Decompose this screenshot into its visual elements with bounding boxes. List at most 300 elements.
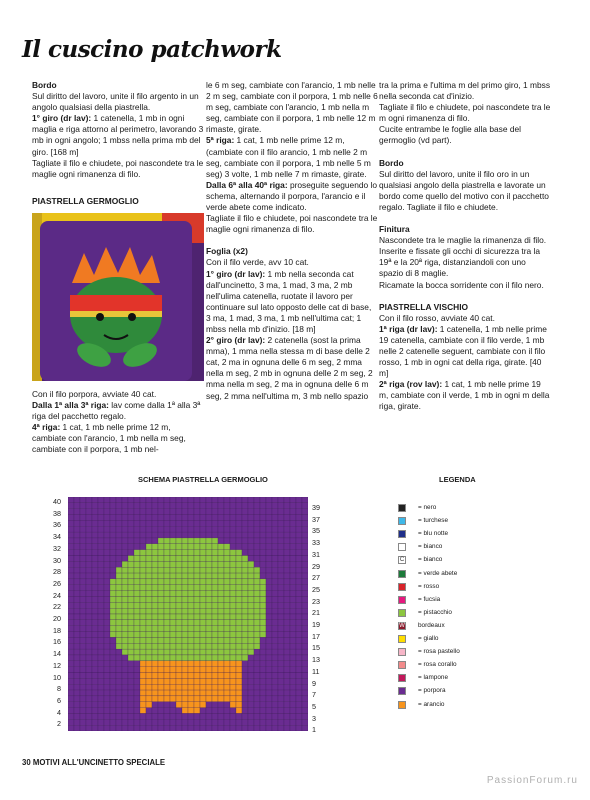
chart-cell xyxy=(146,561,152,567)
chart-cell xyxy=(104,538,110,544)
chart-cell xyxy=(230,526,236,532)
chart-cell xyxy=(272,620,278,626)
chart-cell xyxy=(206,655,212,661)
chart-cell xyxy=(182,643,188,649)
chart-cell xyxy=(164,509,170,515)
chart-cell xyxy=(176,684,182,690)
step-label: 2° giro (dr lav): xyxy=(206,335,266,346)
chart-cell xyxy=(170,655,176,661)
chart-cell xyxy=(158,567,164,573)
chart-cell xyxy=(110,637,116,643)
chart-cell xyxy=(86,544,92,550)
chart-cell xyxy=(260,678,266,684)
legend-label: = rosa pastello xyxy=(418,648,460,656)
chart-cell xyxy=(164,696,170,702)
chart-cell xyxy=(218,596,224,602)
chart-cell xyxy=(68,708,74,714)
chart-cell xyxy=(266,649,272,655)
chart-cell xyxy=(296,614,302,620)
chart-cell xyxy=(104,690,110,696)
chart-cell xyxy=(272,515,278,521)
chart-cell xyxy=(284,713,290,719)
chart-cell xyxy=(92,561,98,567)
chart-cell xyxy=(296,526,302,532)
chart-cell xyxy=(206,538,212,544)
chart-cell xyxy=(134,708,140,714)
chart-cell xyxy=(236,561,242,567)
chart-cell xyxy=(188,515,194,521)
step-label: 1ª riga (dr lav): xyxy=(379,323,438,334)
chart-cell xyxy=(98,532,104,538)
chart-cell xyxy=(152,515,158,521)
chart-cell xyxy=(230,678,236,684)
chart-cell xyxy=(230,673,236,679)
chart-cell xyxy=(134,649,140,655)
paragraph: Inserite e fissate gli occhi di sicurezza tra la 19ª e la 20ª riga, distanziandoli con uno spazio di 8 maglie. xyxy=(379,246,541,279)
chart-cell xyxy=(194,684,200,690)
chart-cell xyxy=(278,509,284,515)
chart-cell xyxy=(230,544,236,550)
chart-cell xyxy=(284,626,290,632)
chart-cell xyxy=(176,567,182,573)
chart-cell xyxy=(146,632,152,638)
chart-cell xyxy=(206,690,212,696)
chart-cell xyxy=(152,655,158,661)
chart-cell xyxy=(104,702,110,708)
legend-item xyxy=(398,542,518,552)
chart-cell xyxy=(260,725,266,731)
chart-cell xyxy=(110,520,116,526)
chart-cell xyxy=(212,596,218,602)
chart-cell xyxy=(248,673,254,679)
chart-cell xyxy=(68,561,74,567)
chart-cell xyxy=(218,532,224,538)
chart-cell xyxy=(224,538,230,544)
row-number: 37 xyxy=(312,514,320,524)
legend-swatch xyxy=(398,661,406,669)
row-number: 34 xyxy=(53,532,61,542)
chart-cell xyxy=(206,620,212,626)
chart-cell xyxy=(116,503,122,509)
chart-cell xyxy=(140,556,146,562)
chart-cell xyxy=(254,532,260,538)
chart-cell xyxy=(224,673,230,679)
chart-cell xyxy=(80,678,86,684)
chart-cell xyxy=(152,614,158,620)
chart-cell xyxy=(116,585,122,591)
chart-cell xyxy=(266,591,272,597)
chart-cell xyxy=(194,620,200,626)
chart-cell xyxy=(176,585,182,591)
chart-cell xyxy=(212,526,218,532)
chart-cell xyxy=(92,620,98,626)
chart-cell xyxy=(200,620,206,626)
chart-cell xyxy=(98,626,104,632)
chart-cell xyxy=(98,702,104,708)
chart-cell xyxy=(68,614,74,620)
chart-cell xyxy=(206,626,212,632)
chart-cell xyxy=(260,556,266,562)
chart-cell xyxy=(98,637,104,643)
chart-cell xyxy=(278,649,284,655)
chart-cell xyxy=(278,678,284,684)
row-number: 16 xyxy=(53,637,61,647)
chart-cell xyxy=(122,556,128,562)
chart-cell xyxy=(260,497,266,503)
chart-cell xyxy=(152,544,158,550)
chart-cell xyxy=(290,643,296,649)
chart-cell xyxy=(236,573,242,579)
chart-cell xyxy=(278,497,284,503)
chart-cell xyxy=(296,713,302,719)
chart-cell xyxy=(182,696,188,702)
chart-cell xyxy=(266,684,272,690)
chart-cell xyxy=(68,713,74,719)
chart-cell xyxy=(188,591,194,597)
chart-cell xyxy=(158,626,164,632)
chart-cell xyxy=(98,596,104,602)
chart-cell xyxy=(200,526,206,532)
chart-cell xyxy=(86,515,92,521)
chart-cell xyxy=(272,643,278,649)
chart-cell xyxy=(278,713,284,719)
chart-cell xyxy=(284,532,290,538)
chart-cell xyxy=(92,690,98,696)
chart-cell xyxy=(134,673,140,679)
chart-cell xyxy=(302,608,308,614)
chart-cell xyxy=(152,649,158,655)
chart-cell xyxy=(122,544,128,550)
chart-cell xyxy=(194,544,200,550)
chart-cell xyxy=(128,696,134,702)
chart-cell xyxy=(236,515,242,521)
chart-cell xyxy=(290,708,296,714)
chart-cell xyxy=(116,637,122,643)
chart-cell xyxy=(206,526,212,532)
chart-cell xyxy=(104,608,110,614)
chart-cell xyxy=(278,532,284,538)
chart-cell xyxy=(152,678,158,684)
chart-cell xyxy=(110,579,116,585)
chart-cell xyxy=(194,655,200,661)
step-text: 1 catenella, 1 mb in ogni maglia e riga attorno al perimetro, lavorando 3 mb in ogni angolo; 1 mbss nella prima mb del giro. [168 m] xyxy=(32,113,204,157)
chart-cell xyxy=(176,561,182,567)
chart-cell xyxy=(152,673,158,679)
chart-cell xyxy=(272,637,278,643)
chart-cell xyxy=(146,713,152,719)
chart-cell xyxy=(266,626,272,632)
chart-cell xyxy=(74,626,80,632)
chart-cell xyxy=(248,509,254,515)
chart-cell xyxy=(248,667,254,673)
chart-cell xyxy=(134,526,140,532)
paragraph: Con il filo rosso, avviate 40 cat. xyxy=(379,312,495,323)
chart-cell xyxy=(188,596,194,602)
chart-cell xyxy=(164,649,170,655)
chart-cell xyxy=(218,526,224,532)
chart-cell xyxy=(236,544,242,550)
chart-cell xyxy=(212,690,218,696)
chart-cell xyxy=(260,637,266,643)
chart-cell xyxy=(248,567,254,573)
chart-cell xyxy=(266,667,272,673)
chart-cell xyxy=(92,702,98,708)
chart-cell xyxy=(242,556,248,562)
chart-cell xyxy=(134,532,140,538)
chart-cell xyxy=(74,725,80,731)
chart-cell xyxy=(188,643,194,649)
chart-cell xyxy=(152,509,158,515)
chart-cell xyxy=(152,632,158,638)
chart-cell xyxy=(86,602,92,608)
chart-cell xyxy=(68,678,74,684)
chart-cell xyxy=(260,538,266,544)
chart-cell xyxy=(260,614,266,620)
chart-cell xyxy=(194,649,200,655)
chart-cell xyxy=(230,719,236,725)
chart-cell xyxy=(260,520,266,526)
chart-cell xyxy=(170,515,176,521)
chart-cell xyxy=(290,690,296,696)
chart-cell xyxy=(278,673,284,679)
chart-cell xyxy=(284,538,290,544)
chart-cell xyxy=(290,667,296,673)
chart-cell xyxy=(206,515,212,521)
chart-cell xyxy=(188,725,194,731)
chart-cell xyxy=(92,503,98,509)
chart-cell xyxy=(164,667,170,673)
chart-cell xyxy=(218,550,224,556)
chart-cell xyxy=(170,544,176,550)
chart-cell xyxy=(188,649,194,655)
chart-cell xyxy=(134,556,140,562)
chart-cell xyxy=(188,678,194,684)
chart-cell xyxy=(104,602,110,608)
chart-cell xyxy=(158,620,164,626)
chart-cell xyxy=(194,520,200,526)
chart-cell xyxy=(218,608,224,614)
chart-cell xyxy=(92,661,98,667)
chart-cell xyxy=(278,690,284,696)
paragraph: Sul diritto del lavoro, unite il filo argento in un angolo qualsiasi della piastrella. xyxy=(32,91,199,113)
chart-cell xyxy=(260,643,266,649)
chart-cell xyxy=(260,532,266,538)
chart-cell xyxy=(86,608,92,614)
chart-cell xyxy=(296,561,302,567)
chart-cell xyxy=(140,608,146,614)
chart-cell xyxy=(92,567,98,573)
chart-cell xyxy=(188,626,194,632)
chart-cell xyxy=(146,614,152,620)
chart-cell xyxy=(146,661,152,667)
chart-cell xyxy=(266,673,272,679)
chart-cell xyxy=(248,725,254,731)
chart-cell xyxy=(224,567,230,573)
chart-cell xyxy=(188,573,194,579)
chart-cell xyxy=(134,579,140,585)
legend-item xyxy=(398,673,518,683)
chart-cell xyxy=(182,567,188,573)
chart-cell xyxy=(284,550,290,556)
chart-cell xyxy=(74,509,80,515)
chart-cell xyxy=(290,515,296,521)
chart-cell xyxy=(68,690,74,696)
chart-cell xyxy=(140,515,146,521)
chart-cell xyxy=(86,661,92,667)
chart-cell xyxy=(122,596,128,602)
chart-cell xyxy=(248,585,254,591)
chart-cell xyxy=(92,696,98,702)
chart-cell xyxy=(194,673,200,679)
chart-cell xyxy=(164,556,170,562)
chart-cell xyxy=(182,509,188,515)
chart-cell xyxy=(236,567,242,573)
chart-cell xyxy=(140,544,146,550)
chart-cell xyxy=(194,696,200,702)
chart-cell xyxy=(92,632,98,638)
chart-cell xyxy=(170,526,176,532)
chart-cell xyxy=(296,608,302,614)
chart-cell xyxy=(260,620,266,626)
page-title: Il cuscino patchwork xyxy=(22,36,282,63)
chart-cell xyxy=(254,515,260,521)
chart-cell xyxy=(278,655,284,661)
chart-cell xyxy=(266,544,272,550)
chart-cell xyxy=(218,643,224,649)
chart-cell xyxy=(98,673,104,679)
chart-cell xyxy=(290,550,296,556)
chart-cell xyxy=(260,544,266,550)
chart-cell xyxy=(128,643,134,649)
chart-cell xyxy=(68,673,74,679)
chart-cell xyxy=(86,673,92,679)
chart-cell xyxy=(296,596,302,602)
chart-cell xyxy=(122,608,128,614)
chart-cell xyxy=(134,561,140,567)
chart-cell xyxy=(218,520,224,526)
chart-cell xyxy=(242,667,248,673)
crochet-chart xyxy=(68,497,308,731)
row-number: 10 xyxy=(53,672,61,682)
chart-cell xyxy=(224,719,230,725)
chart-cell xyxy=(290,655,296,661)
chart-cell xyxy=(158,602,164,608)
legend-item xyxy=(398,569,518,579)
step-text: proseguite seguendo lo schema, alternando il porpora, l'arancio e il verde abete come indicato. xyxy=(206,179,378,213)
chart-cell xyxy=(248,602,254,608)
chart-cell xyxy=(194,550,200,556)
chart-cell xyxy=(296,673,302,679)
chart-cell xyxy=(116,713,122,719)
chart-cell xyxy=(134,591,140,597)
chart-cell xyxy=(188,497,194,503)
chart-cell xyxy=(74,532,80,538)
chart-cell xyxy=(116,632,122,638)
chart-cell xyxy=(242,497,248,503)
chart-cell xyxy=(170,643,176,649)
chart-cell xyxy=(146,515,152,521)
chart-cell xyxy=(104,620,110,626)
chart-cell xyxy=(200,532,206,538)
chart-cell xyxy=(236,596,242,602)
chart-cell xyxy=(218,690,224,696)
chart-cell xyxy=(98,649,104,655)
chart-cell xyxy=(218,614,224,620)
chart-cell xyxy=(248,520,254,526)
chart-cell xyxy=(122,620,128,626)
chart-cell xyxy=(200,673,206,679)
chart-cell xyxy=(110,713,116,719)
step-label: 1° giro (dr lav): xyxy=(32,113,92,124)
chart-cell xyxy=(176,673,182,679)
chart-cell xyxy=(104,667,110,673)
chart-cell xyxy=(260,585,266,591)
chart-cell xyxy=(80,725,86,731)
chart-cell xyxy=(260,608,266,614)
chart-cell xyxy=(68,667,74,673)
chart-cell xyxy=(92,556,98,562)
chart-cell xyxy=(212,538,218,544)
chart-cell xyxy=(182,526,188,532)
chart-cell xyxy=(206,725,212,731)
chart-cell xyxy=(140,655,146,661)
chart-cell xyxy=(212,544,218,550)
chart-cell xyxy=(254,626,260,632)
chart-cell xyxy=(254,596,260,602)
chart-cell xyxy=(254,673,260,679)
chart-cell xyxy=(230,626,236,632)
chart-cell xyxy=(230,573,236,579)
chart-cell xyxy=(122,725,128,731)
chart-cell xyxy=(74,520,80,526)
chart-cell xyxy=(128,673,134,679)
chart-cell xyxy=(86,567,92,573)
chart-cell xyxy=(104,719,110,725)
chart-cell xyxy=(176,526,182,532)
chart-cell xyxy=(140,503,146,509)
chart-cell xyxy=(128,690,134,696)
chart-cell xyxy=(206,550,212,556)
chart-cell xyxy=(230,602,236,608)
chart-cell xyxy=(188,520,194,526)
chart-cell xyxy=(182,702,188,708)
chart-cell xyxy=(164,690,170,696)
chart-cell xyxy=(74,632,80,638)
chart-cell xyxy=(164,684,170,690)
chart-cell xyxy=(230,520,236,526)
chart-cell xyxy=(80,667,86,673)
chart-cell xyxy=(200,719,206,725)
chart-cell xyxy=(146,667,152,673)
chart-cell xyxy=(92,667,98,673)
chart-cell xyxy=(92,719,98,725)
chart-cell xyxy=(218,649,224,655)
chart-cell xyxy=(206,684,212,690)
chart-cell xyxy=(290,678,296,684)
chart-cell xyxy=(140,538,146,544)
legend-label: bordeaux xyxy=(418,621,445,629)
chart-cell xyxy=(86,678,92,684)
chart-cell xyxy=(116,602,122,608)
chart-cell xyxy=(290,591,296,597)
chart-cell xyxy=(158,725,164,731)
chart-cell xyxy=(92,649,98,655)
chart-cell xyxy=(218,637,224,643)
chart-cell xyxy=(152,591,158,597)
chart-cell xyxy=(98,713,104,719)
chart-cell xyxy=(116,509,122,515)
chart-cell xyxy=(242,708,248,714)
